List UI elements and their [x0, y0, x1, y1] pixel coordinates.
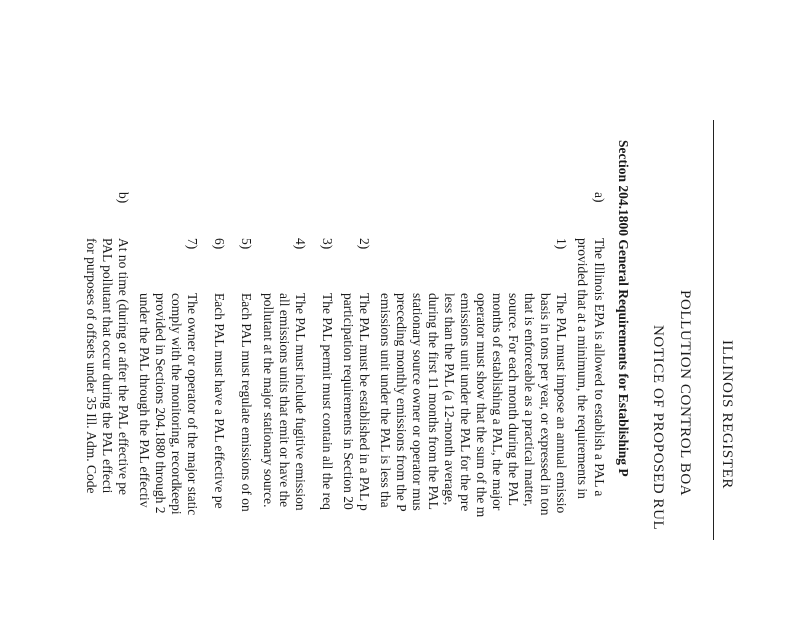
item-4-line: all emissions units that emit or have the: [277, 293, 292, 508]
para-a-line: The Illinois EPA is allowed to establish a PAL a: [592, 238, 607, 497]
item-1-line: stationary source owner or operator mus: [410, 293, 425, 511]
item-4-label: 4): [293, 238, 308, 250]
item-7-line: The owner or operator of the major static: [185, 293, 200, 516]
item-1-line: basis in tons per year, or expressed in ton: [538, 293, 553, 516]
register-title: ILLINOIS REGISTER: [719, 340, 735, 489]
item-1-line: that is enforceable as a practical matter,: [522, 293, 537, 507]
para-a-label: a): [592, 192, 607, 203]
item-7-line: provided in Sections 204.1880 through 2: [153, 293, 168, 514]
item-2-line: The PAL must be established in a PAL p: [357, 293, 372, 511]
para-b-line: At no time (during or after the PAL effective pe: [116, 238, 131, 496]
item-4-line: The PAL must include fugitive emission: [293, 293, 308, 511]
item-2-line: participation requirements in Section 20: [341, 293, 356, 510]
item-1-line: during the first 11 months from the PAL: [426, 293, 441, 510]
item-1-line: operator must show that the sum of the m: [474, 293, 489, 518]
item-5-label: 5): [239, 238, 254, 250]
item-3-label: 3): [320, 238, 335, 250]
item-6-label: 6): [212, 238, 227, 250]
item-7-label: 7): [185, 238, 200, 250]
item-2-label: 2): [357, 238, 372, 250]
item-3-line: The PAL permit must contain all the req: [320, 293, 335, 510]
item-1-label: 1): [554, 238, 569, 250]
item-1-line: The PAL must impose an annual emissio: [554, 293, 569, 514]
item-7-line: under the PAL through the PAL effectiv: [137, 293, 152, 508]
item-1-line: preceding monthly emissions from the P: [394, 293, 409, 512]
board-title: POLLUTION CONTROL BOA: [677, 290, 693, 497]
header-rule: [713, 120, 714, 540]
item-1-line: source. For each month during the PAL: [506, 293, 521, 506]
item-1-line: emissions unit under the PAL for the pre: [458, 293, 473, 512]
item-1-line: less than the PAL (a 12-month average,: [442, 293, 457, 506]
item-6-line: Each PAL must have a PAL effective pe: [212, 293, 227, 509]
item-5-line: Each PAL must regulate emissions of on: [239, 293, 254, 512]
notice-title: NOTICE OF PROPOSED RUL: [650, 325, 666, 531]
para-b-label: b): [116, 192, 131, 204]
para-b-line: for purposes of offsets under 35 Ill. Adm. Code: [84, 238, 99, 494]
item-7-line: comply with the monitoring, recordkeepi: [169, 293, 184, 515]
item-4-line: pollutant at the major stationary source.: [261, 293, 276, 508]
para-b-line: PAL pollutant that occur during the PAL effecti: [100, 238, 115, 494]
item-1-line: months of establishing a PAL, the major: [490, 293, 505, 511]
item-1-line: emissions unit under the PAL is less tha: [378, 293, 393, 508]
section-heading: Section 204.1800 General Requirements for Establishing P: [616, 140, 631, 477]
para-a-line: provided that at a minimum, the requirements in: [575, 238, 590, 499]
